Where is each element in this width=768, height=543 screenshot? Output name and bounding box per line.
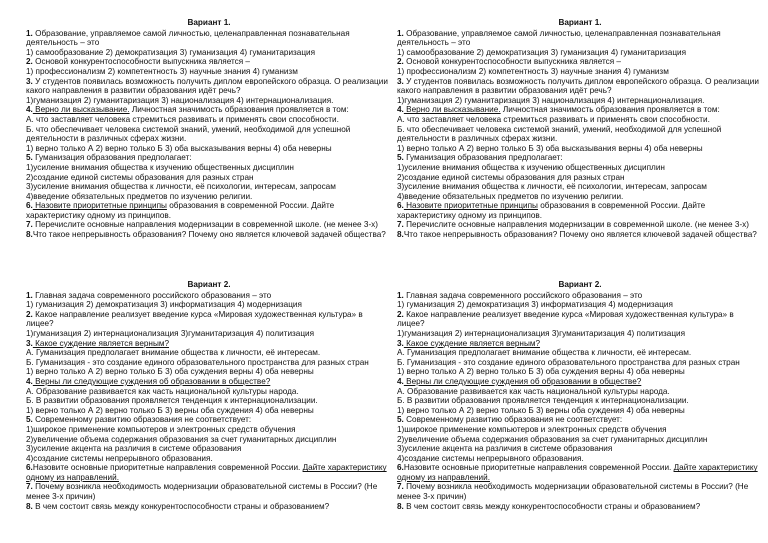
line-text: Главная задача современного российского образования – это (403, 290, 643, 300)
answer-line (397, 367, 763, 377)
line-text: 3)усиление внимания общества к личности, её психологии, интересам, запросам (26, 182, 336, 192)
line-text: А. Гуманизация предполагает внимание общества к личности, её интересам. (397, 348, 692, 358)
question-line (397, 77, 763, 96)
variant-title: Вариант 1. (558, 18, 602, 27)
question-line (397, 291, 763, 301)
question-line (397, 415, 763, 425)
line-text: образования в современной России. Дайте характеристику одному из принципов. (26, 201, 335, 220)
line-text: А. Образование развивается как часть национальной культуры народа. (397, 386, 670, 396)
line-text: Назовите основные приоритетные направления современной России. (32, 463, 303, 473)
line-text: 1)широкое применение компьютеров и электронных средств обучения (26, 424, 296, 434)
question-number: 4. (26, 376, 33, 386)
line-text: В чем состоит связь между конкурентоспособности страны и образованием? (403, 501, 701, 511)
question-line (397, 153, 763, 163)
question-line (397, 502, 763, 512)
answer-line (397, 144, 763, 154)
answer-line (397, 115, 763, 125)
answer-line (26, 125, 392, 144)
answer-line (26, 348, 392, 358)
question-number: 1. (26, 28, 33, 38)
question-line (397, 339, 763, 349)
line-text: Почему возникла необходимость модернизации образовательной системы в России? (Не менее 3-х причин) (26, 482, 378, 502)
line-text: 4)создание системы непрерывного образования. (397, 453, 584, 463)
line-text: Какое направление реализует введение курса «Мировая художественная культура» в лицее? (397, 309, 734, 329)
line-text: Личностная значимость образования проявляется в том: (500, 105, 720, 115)
line-text: 1)усиление внимания общества к изучению общественных дисциплин (26, 162, 294, 172)
line-text: 1) гуманизация 2) демократизация 3) информатизация 4) модернизация (26, 300, 302, 310)
line-text: В чем состоит связь между конкурентоспособности страны и образованием? (32, 501, 330, 511)
line-text: Гуманизация образования предполагает: (403, 153, 563, 163)
question-line (26, 201, 392, 220)
question-line (397, 105, 763, 115)
underlined-phrase: Верны ли следующие суждения об образовании в обществе? (32, 376, 271, 386)
line-text: 1) верно только А 2) верно только Б 3) оба высказывания верны 4) оба неверны (26, 143, 332, 153)
question-line (397, 201, 763, 220)
line-text: Б. В развитии образования проявляется тенденция к интернационализации. (26, 396, 318, 406)
answer-line (397, 163, 763, 173)
question-line (397, 463, 763, 482)
question-number: 2. (26, 57, 33, 67)
line-text: 4)введение обязательных предметов по изучению религии. (26, 191, 253, 201)
line-text: У студентов появилась возможность получить диплом европейского образца. О реализации какого направления в развитии образования идёт речь? (397, 76, 759, 96)
answer-line (397, 454, 763, 464)
answer-line (397, 96, 763, 106)
question-line (26, 291, 392, 301)
answer-line (397, 48, 763, 58)
line-text: Б. В развитии образования проявляется тенденция к интернационализации. (397, 396, 689, 406)
line-text: Гуманизация образования предполагает: (32, 153, 192, 163)
underlined-phrase: Назовите приоритетные принципы (403, 201, 538, 211)
line-text: Б. что обеспечивает человека системой знаний, умений, необходимой для успешной деятельности в различных сферах жизни. (397, 124, 722, 144)
answer-line (26, 48, 392, 58)
line-text: 1) верно только А 2) верно только Б 3) верны оба суждения 4) оба неверны (397, 405, 685, 415)
question-line (26, 105, 392, 115)
question-line (26, 77, 392, 96)
line-text: 1) верно только А 2) верно только Б 3) верны оба суждения 4) оба неверны (26, 405, 314, 415)
answer-line (26, 329, 392, 339)
question-number: 3. (397, 338, 404, 348)
answer-line (397, 396, 763, 406)
line-text: А. Гуманизация предполагает внимание общества к личности, её интересам. (26, 348, 321, 358)
question-number: 4. (26, 105, 33, 115)
line-text: 2)создание единой системы образования для разных стран (26, 172, 254, 182)
answer-line (26, 144, 392, 154)
underlined-phrase: Верны ли следующие суждения об образовании в обществе? (403, 376, 642, 386)
line-text: 1) самообразование 2) демократизация 3) гуманизация 4) гуманитаризация (26, 47, 316, 57)
answer-line (26, 406, 392, 416)
question-number: 4. (397, 105, 404, 115)
question-number: 7. (26, 482, 33, 492)
answer-line (397, 192, 763, 202)
answer-line (397, 300, 763, 310)
line-text: Назовите основные приоритетные направления современной России. (403, 463, 674, 473)
question-line (397, 310, 763, 329)
line-text: 1)гуманизация 2) гуманитаризация 3) национализация 4) интернационализация. (26, 95, 334, 105)
question-line (26, 230, 392, 240)
line-text: А. что заставляет человека стремиться развивать и применять свои способности. (26, 114, 339, 124)
variant-1-left (26, 18, 392, 240)
answer-line (26, 163, 392, 173)
answer-line (26, 67, 392, 77)
question-line (397, 377, 763, 387)
line-text: 2)увеличение объема содержания образования за счет гуманитарных дисциплин (397, 434, 708, 444)
question-number: 7. (397, 482, 404, 492)
line-text: Современному развитию образования не соответствует: (403, 415, 623, 425)
line-text: 1)гуманизация 2) интернационализация 3)гуманитаризация 4) политизация (26, 328, 315, 338)
question-line (26, 482, 392, 501)
line-text: 3)усиление акцента на различия в системе образования (397, 444, 613, 454)
line-text: Современному развитию образования не соответствует: (32, 415, 252, 425)
line-text: А. Образование развивается как часть национальной культуры народа. (26, 386, 299, 396)
line-text: Что такое непрерывность образования? Почему оно является ключевой задачей общества? (403, 230, 757, 240)
question-number: 6. (26, 463, 33, 473)
line-text: Образование, управляемое самой личностью, целенаправленная познавательная деятельность – это (397, 28, 721, 48)
line-text: Б. Гуманизация - это создание единого образовательного пространства для разных стран (397, 357, 740, 367)
question-line (26, 310, 392, 329)
answer-line (397, 387, 763, 397)
question-line (26, 57, 392, 67)
variant-1-right (397, 18, 763, 240)
answer-line (26, 367, 392, 377)
question-line (26, 29, 392, 48)
question-line (26, 153, 392, 163)
answer-line (26, 435, 392, 445)
answer-line (397, 173, 763, 183)
line-text: 1)гуманизация 2) гуманитаризация 3) национализация 4) интернационализация. (397, 95, 705, 105)
question-line (397, 230, 763, 240)
answer-line (397, 435, 763, 445)
line-text: Главная задача современного российского образования – это (32, 290, 272, 300)
line-text: Почему возникла необходимость модернизации образовательной системы в России? (Не менее 3-х причин) (397, 482, 749, 502)
question-number: 8. (26, 501, 33, 511)
underlined-phrase: Верно ли высказывание. (32, 105, 130, 115)
question-number: 6. (397, 463, 404, 473)
line-text: 1) гуманизация 2) демократизация 3) информатизация 4) модернизация (397, 300, 673, 310)
question-number: 8. (397, 230, 404, 240)
answer-line (397, 358, 763, 368)
question-line (397, 220, 763, 230)
question-number: 8. (26, 230, 33, 240)
question-number: 1. (26, 290, 33, 300)
answer-line (397, 182, 763, 192)
underlined-phrase: Верно ли высказывание. (403, 105, 501, 115)
line-text: Б. что обеспечивает человека системой знаний, умений, необходимой для успешной деятельности в различных сферах жизни. (26, 124, 351, 144)
variant-title: Вариант 1. (187, 18, 231, 27)
line-text: 1) верно только А 2) верно только Б 3) оба высказывания верны 4) оба неверны (397, 143, 703, 153)
question-line (26, 339, 392, 349)
question-number: 8. (397, 501, 404, 511)
answer-line (26, 96, 392, 106)
question-line (26, 415, 392, 425)
underlined-phrase: Назовите приоритетные принципы (32, 201, 167, 211)
question-number: 2. (397, 309, 404, 319)
question-number: 3. (26, 76, 33, 86)
answer-line (397, 444, 763, 454)
underlined-phrase: Какое суждение является верным? (32, 338, 170, 348)
question-number: 5. (397, 415, 404, 425)
question-line (397, 57, 763, 67)
answer-line (397, 329, 763, 339)
question-number: 3. (397, 76, 404, 86)
variant-title: Вариант 2. (558, 280, 602, 289)
line-text: Основой конкурентоспособности выпускника является – (32, 57, 250, 67)
question-number: 5. (397, 153, 404, 163)
answer-line (397, 406, 763, 416)
answer-line (397, 67, 763, 77)
line-text: Образование, управляемое самой личностью, целенаправленная познавательная деятельность – это (26, 28, 350, 48)
line-text: У студентов появилась возможность получить диплом европейского образца. О реализации какого направления в развитии образования идёт речь? (26, 76, 388, 96)
line-text: А. что заставляет человека стремиться развивать и применять свои способности. (397, 114, 710, 124)
line-text: 1)усиление внимания общества к изучению общественных дисциплин (397, 162, 665, 172)
question-line (26, 220, 392, 230)
question-number: 5. (26, 153, 33, 163)
variant-title: Вариант 2. (187, 280, 231, 289)
line-text: 1) профессионализм 2) компетентность 3) научные знания 4) гуманизм (397, 66, 669, 76)
line-text: Личностная значимость образования проявляется в том: (129, 105, 349, 115)
answer-line (397, 348, 763, 358)
line-text: Что такое непрерывность образования? Почему оно является ключевой задачей общества? (32, 230, 386, 240)
line-text: 3)усиление внимания общества к личности, её психологии, интересам, запросам (397, 182, 707, 192)
question-number: 3. (26, 338, 33, 348)
question-number: 4. (397, 376, 404, 386)
answer-line (26, 425, 392, 435)
underlined-phrase: Дайте характеристику одному из направлений. (397, 463, 758, 482)
line-text: образования в современной России. Дайте характеристику одному из принципов. (397, 201, 706, 220)
line-text: 2)создание единой системы образования для разных стран (397, 172, 625, 182)
line-text: 1)гуманизация 2) интернационализация 3)гуманитаризация 4) политизация (397, 328, 686, 338)
line-text: Перечислите основные направления модернизации в современной школе. (не менее 3-х) (32, 220, 378, 230)
question-number: 6. (397, 201, 404, 211)
answer-line (26, 454, 392, 464)
answer-line (26, 192, 392, 202)
question-line (26, 463, 392, 482)
answer-line (26, 115, 392, 125)
answer-line (26, 387, 392, 397)
line-text: 4)создание системы непрерывного образования. (26, 453, 213, 463)
answer-line (26, 173, 392, 183)
question-number: 7. (397, 220, 404, 230)
line-text: 1) верно только А 2) верно только Б 3) оба суждения верны 4) оба неверны (26, 367, 314, 377)
line-text: 4)введение обязательных предметов по изучению религии. (397, 191, 624, 201)
line-text: 1) профессионализм 2) компетентность 3) научные знания 4) гуманизм (26, 66, 298, 76)
line-text: 1) верно только А 2) верно только Б 3) оба суждения верны 4) оба неверны (397, 367, 685, 377)
line-text: 2)увеличение объема содержания образования за счет гуманитарных дисциплин (26, 434, 337, 444)
line-text: 3)усиление акцента на различия в системе образования (26, 444, 242, 454)
answer-line (26, 300, 392, 310)
answer-line (26, 358, 392, 368)
question-number: 1. (397, 290, 404, 300)
variant-2-right (397, 280, 763, 511)
answer-line (397, 125, 763, 144)
variant-2-left (26, 280, 392, 511)
answer-line (26, 396, 392, 406)
underlined-phrase: Какое суждение является верным? (403, 338, 541, 348)
underlined-phrase: Дайте характеристику одному из направлений. (26, 463, 387, 482)
line-text: 1) самообразование 2) демократизация 3) гуманизация 4) гуманитаризация (397, 47, 687, 57)
question-line (397, 482, 763, 501)
answer-line (397, 425, 763, 435)
question-number: 1. (397, 28, 404, 38)
question-line (397, 29, 763, 48)
question-line (26, 502, 392, 512)
line-text: Б. Гуманизация - это создание единого образовательного пространства для разных стран (26, 357, 369, 367)
question-number: 5. (26, 415, 33, 425)
question-number: 2. (397, 57, 404, 67)
answer-line (26, 444, 392, 454)
question-number: 7. (26, 220, 33, 230)
line-text: Перечислите основные направления модернизации в современной школе. (не менее 3-х) (403, 220, 749, 230)
answer-line (26, 182, 392, 192)
question-number: 6. (26, 201, 33, 211)
line-text: Какое направление реализует введение курса «Мировая художественная культура» в лицее? (26, 309, 363, 329)
question-line (26, 377, 392, 387)
question-number: 2. (26, 309, 33, 319)
line-text: 1)широкое применение компьютеров и электронных средств обучения (397, 424, 667, 434)
line-text: Основой конкурентоспособности выпускника является – (403, 57, 621, 67)
